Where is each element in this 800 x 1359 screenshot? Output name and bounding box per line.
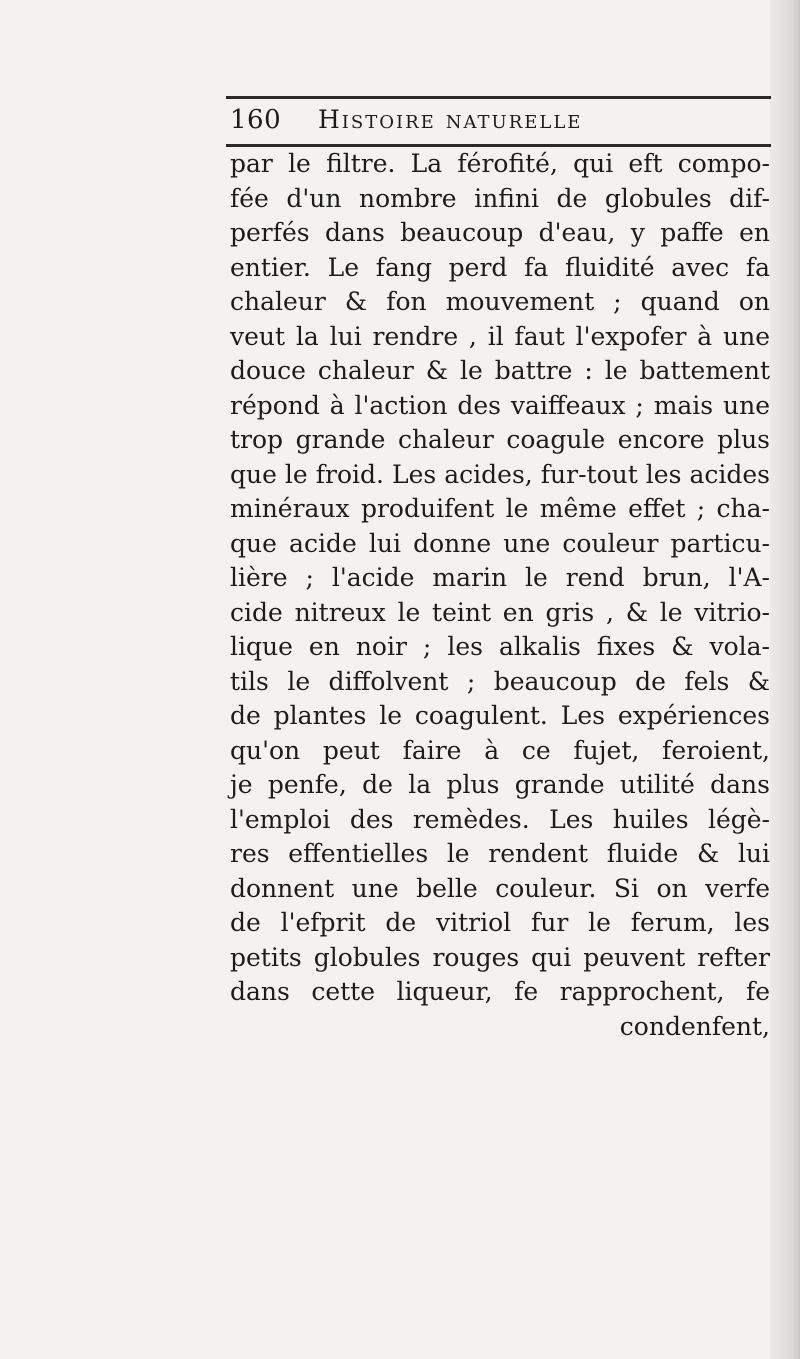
page-edge-shadow: [770, 0, 800, 1359]
text-line: cide nitreux le teint en gris , & le vitrio-: [230, 597, 770, 627]
text-line: trop grande chaleur coagule encore plus: [230, 425, 770, 454]
text-line: de l'efprit de vitriol fur le ferum, les: [230, 908, 770, 937]
text-line: minéraux produifent le même effet ; cha-: [230, 494, 770, 523]
page-number: 160: [230, 105, 282, 135]
text-line: donnent une belle couleur. Si on verfe: [230, 873, 770, 903]
text-line: res effentielles le rendent fluide & lui: [230, 839, 770, 868]
text-line: que acide lui donne une couleur particu-: [230, 528, 770, 558]
text-line: veut la lui rendre , il faut l'expofer à une: [230, 321, 770, 351]
text-line: fée d'un nombre infini de globules dif-: [230, 183, 770, 213]
body-text: [230, 147, 770, 1044]
text-line: que le froid. Les acides, fur-tout les acides: [230, 459, 770, 489]
text-line: perfés dans beaucoup d'eau, y paffe en: [230, 218, 770, 247]
text-line: lique en noir ; les alkalis fixes & vola-: [230, 632, 770, 661]
top-rule: [226, 96, 771, 99]
running-head: Histoire naturelle: [318, 105, 583, 134]
text-line: entier. Le fang perd fa fluidité avec fa: [230, 252, 770, 282]
text-line: dans cette liqueur, fe rapprochent, fe: [230, 977, 770, 1006]
page-header: [228, 101, 773, 141]
text-line: par le filtre. La férofité, qui eft compo-: [230, 149, 770, 178]
text-line: répond à l'action des vaiffeaux ; mais une: [230, 390, 770, 420]
text-line: chaleur & fon mouvement ; quand on: [230, 287, 770, 316]
text-line: je penfe, de la plus grande utilité dans: [230, 770, 770, 799]
text-line: lière ; l'acide marin le rend brun, l'A-: [230, 563, 770, 592]
text-line: qu'on peut faire à ce fujet, feroient,: [230, 735, 770, 765]
text-line: l'emploi des remèdes. Les huiles légè-: [230, 804, 770, 834]
text-line: petits globules rouges qui peuvent refter: [230, 942, 770, 972]
text-line-catchword: condenfent,: [619, 1011, 770, 1041]
text-line: douce chaleur & le battre : le battement: [230, 356, 770, 385]
text-line: tils le diffolvent ; beaucoup de fels &: [230, 666, 770, 696]
text-line: de plantes le coagulent. Les expériences: [230, 701, 770, 730]
